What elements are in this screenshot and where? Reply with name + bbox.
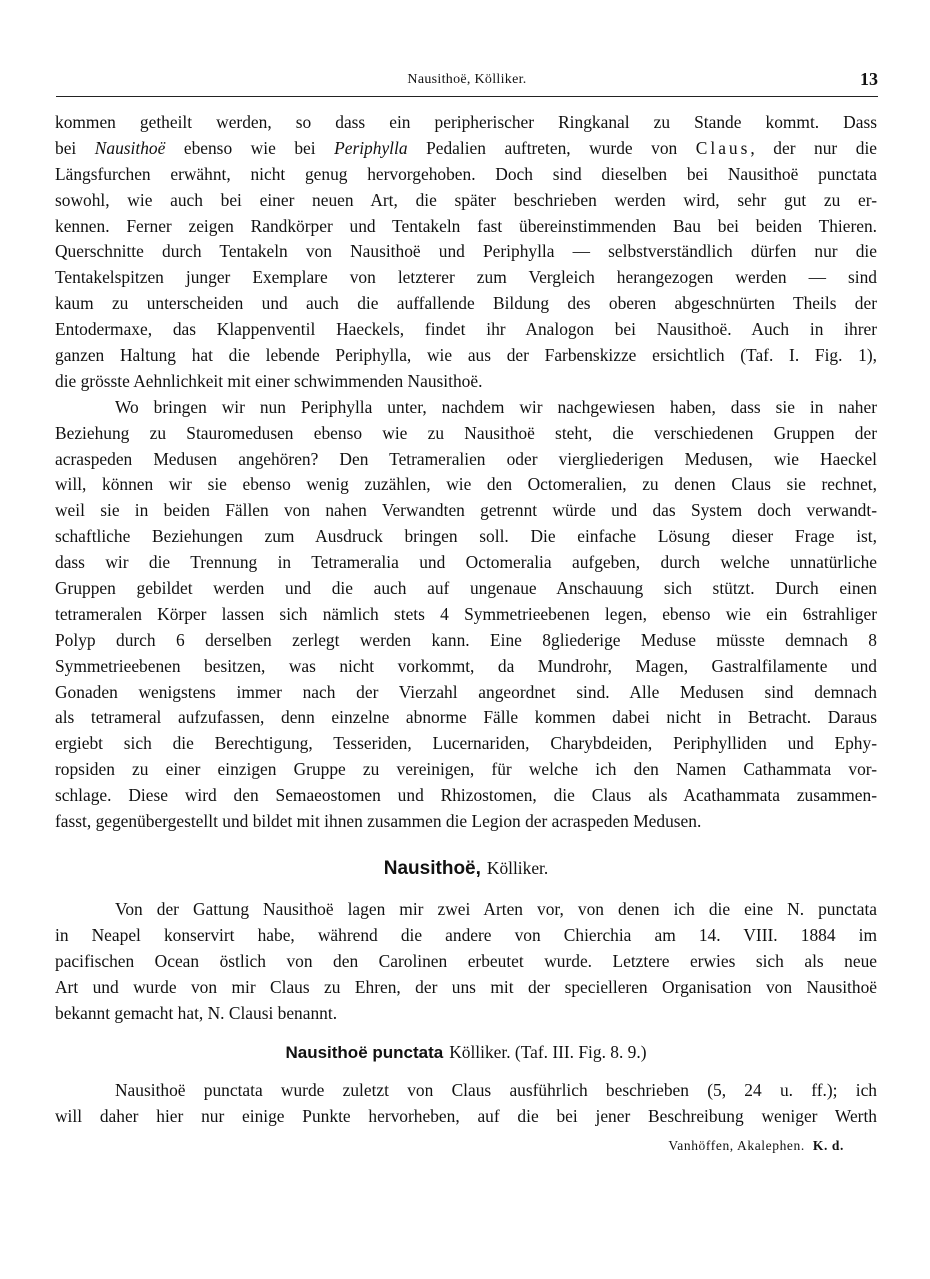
text-line: Polyp durch 6 derselben zerlegt werden kann. Eine 8gliederige Meduse müsste demnach 8: [55, 629, 877, 650]
text-line: Querschnitte durch Tentakeln von Nausithoë und Periphylla — selbstverständlich dürfen nur die: [55, 241, 877, 262]
text-line: die grösste Aehnlichkeit mit einer schwimmenden Nausithoë.: [55, 370, 483, 391]
footer-signature: [668, 1138, 844, 1154]
text-line: will, können wir sie ebenso wenig zuzählen, wie den Octomeralien, zu denen Claus sie rechnet,: [55, 474, 877, 495]
text-line: will daher hier nur einige Punkte hervorheben, auf die bei jener Beschreibung weniger Werth: [55, 1106, 877, 1127]
text-line: Art und wurde von mir Claus zu Ehren, der uns mit der specielleren Organisation von Nausithoë: [55, 976, 877, 997]
text-line: schlage. Diese wird den Semaeostomen und Rhizostomen, die Claus als Acathammata zusammen-: [55, 785, 877, 806]
text-line: kennen. Ferner zeigen Randkörper und Tentakeln fast übereinstimmenden Bau bei beiden Thieren.: [55, 215, 877, 236]
text-line: acraspeden Medusen angehören? Den Tetrameralien oder viergliederigen Medusen, wie Haeckel: [55, 448, 877, 469]
text-line: in Neapel konservirt habe, während die andere von Chierchia am 14. VIII. 1884 im: [55, 924, 877, 945]
section-heading: [55, 839, 877, 897]
genus-name: Nausithoë,: [383, 857, 481, 879]
paragraph-4: [55, 1078, 877, 1130]
text-line: fasst, gegenübergestellt und bildet mit ihnen zusammen die Legion der acraspeden Medusen.: [55, 811, 702, 832]
text-line: weil sie in beiden Fällen von nahen Verwandten getrennt würde und das System doch verwandt-: [55, 500, 877, 521]
text-line: ropsiden zu einer einzigen Gruppe zu vereinigen, für welche ich den Namen Cathammata vor-: [55, 759, 877, 780]
text-line: kommen getheilt werden, so dass ein peripherischer Ringkanal zu Stande kommt. Dass: [55, 112, 877, 132]
text-line: sowohl, wie auch bei einer neuen Art, die später beschrieben werden wird, sehr gut zu er-: [55, 189, 877, 210]
text-line: Gonaden wenigstens immer nach der Vierzahl angeordnet sind. Alle Medusen sind demnach: [55, 681, 877, 702]
text-line: ganzen Haltung hat die lebende Periphylla, wie aus der Farbenskizze ersichtlich (Taf. I. Fig. 1),: [55, 345, 877, 366]
page-number: 13: [860, 69, 878, 89]
text-line: Von der Gattung Nausithoë lagen mir zwei Arten vor, von denen ich die eine N. punctata: [115, 898, 877, 919]
genus-author: Kölliker.: [486, 857, 549, 878]
text-line: als tetrameral aufzufassen, denn einzelne abnorme Fälle kommen dabei nicht in Betracht. Daraus: [55, 707, 877, 728]
paragraph-1: [55, 110, 877, 395]
species-name: Nausithoë punctata: [285, 1043, 444, 1063]
text-line: tetrameralen Körper lassen sich nämlich stets 4 Symmetrieebenen legen, ebenso wie ein 6strahliger: [55, 603, 877, 624]
text-line: Beziehung zu Stauromedusen ebenso wie zu Nausithoë steht, die verschiedenen Gruppen der: [55, 422, 877, 443]
text-line: Nausithoë punctata wurde zuletzt von Claus ausführlich beschrieben (5, 24 u. ff.); ich: [115, 1080, 877, 1101]
subsection-heading: [55, 1026, 877, 1078]
text-line: Wo bringen wir nun Periphylla unter, nachdem wir nachgewiesen haben, dass sie in naher: [115, 396, 877, 417]
paragraph-3: [55, 897, 877, 1026]
text-line: ergiebt sich die Berechtigung, Tesseriden, Lucernariden, Charybdeiden, Periphylliden und Ephy-: [55, 733, 877, 754]
text-line: Tentakelspitzen junger Exemplare von letzterer zum Vergleich herangezogen werden — sind: [55, 267, 877, 288]
text-line: kaum zu unterscheiden und auch die auffallende Bildung des oberen abgeschnürten Theils der: [55, 293, 877, 314]
footer-author: Vanhöffen, Akalephen.: [668, 1138, 805, 1153]
printer-signature: K. d.: [812, 1138, 844, 1153]
text-line: bei Nausithoë ebenso wie bei Periphylla Pedalien auftreten, wurde von Claus, der nur die: [55, 137, 877, 158]
running-head: Nausithoë, Kölliker.: [407, 72, 527, 87]
body-text: [55, 110, 877, 1130]
text-line: pacifischen Ocean östlich von den Carolinen erbeutet wurde. Letztere erwies sich als neue: [55, 950, 877, 971]
text-line: dass wir die Trennung in Tetrameralia und Octomeralia aufgeben, durch welche unnatürliche: [55, 552, 877, 573]
text-line: schaftliche Beziehungen zum Ausdruck bringen soll. Die einfache Lösung dieser Frage ist,: [55, 526, 877, 547]
species-reference: Kölliker. (Taf. III. Fig. 8. 9.): [449, 1042, 647, 1063]
text-line: Symmetrieebenen besitzen, was nicht vorkommt, da Mundrohr, Magen, Gastralfilamente und: [55, 655, 877, 676]
text-line: Längsfurchen erwähnt, nicht genug hervorgehoben. Doch sind dieselben bei Nausithoë punctata: [55, 163, 877, 184]
text-line: Gruppen gebildet werden und die auch auf ungenaue Anschauung sich stützt. Durch einen: [55, 578, 877, 599]
page-header: [56, 64, 878, 97]
paragraph-2: [55, 395, 877, 835]
text-line: Entodermaxe, das Klappenventil Haeckels, findet ihr Analogon bei Nausithoë. Auch in ihrer: [55, 319, 877, 340]
text-line: bekannt gemacht hat, N. Clausi benannt.: [55, 1002, 338, 1023]
